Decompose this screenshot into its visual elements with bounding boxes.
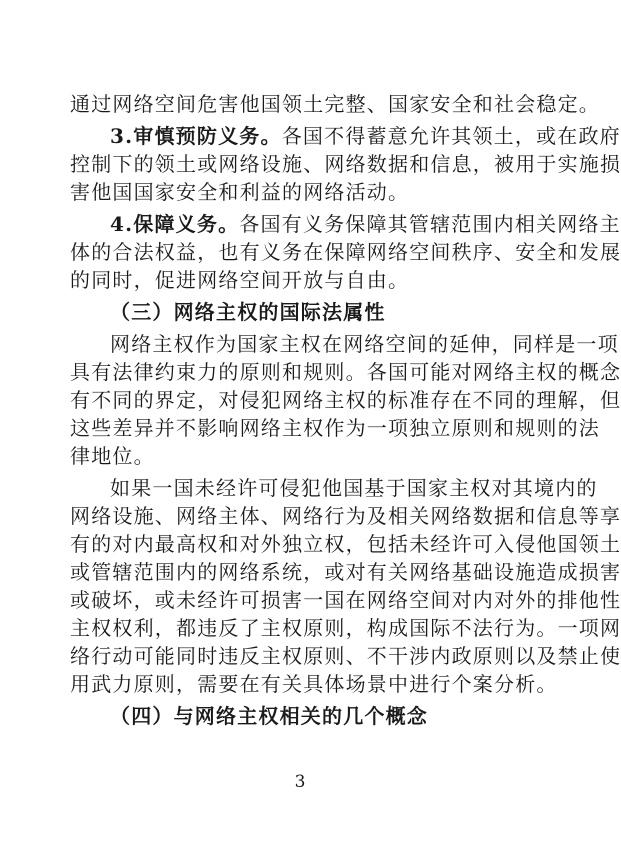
text-line: 用武力原则，需要在有关具体场景中进行个案分析。 (70, 672, 558, 696)
paragraph-duty-guarantee-first-line (70, 210, 621, 238)
text-line: 有的对内最高权和对外独立权，包括未经许可入侵他国领土 (70, 532, 621, 556)
duty-prevention-heading: 3.审慎预防义务。 (110, 124, 282, 148)
text-line: 具有法律约束力的原则和规则。各国可能对网络主权的概念 (70, 360, 621, 384)
section-heading-3: （三）网络主权的国际法属性 (110, 300, 386, 324)
text-line: 或管辖范围内的网络系统，或对有关网络基础设施造成损害 (70, 560, 621, 584)
text-line: 网络主权作为国家主权在网络空间的延伸，同样是一项 (110, 332, 619, 356)
page-number: 3 (294, 772, 306, 792)
text-line: 有不同的界定，对侵犯网络主权的标准存在不同的理解，但 (70, 388, 621, 412)
text-fragment: 各国不得蓄意允许其领土，或在政府 (281, 124, 621, 148)
text-line: 这些差异并不影响网络主权作为一项独立原则和规则的法 (70, 416, 600, 440)
document-body (70, 90, 621, 730)
duty-guarantee-heading: 4.保障义务。 (110, 212, 240, 236)
text-line: 络行动可能同时违反主权原则、不干涉内政原则以及禁止使 (70, 644, 621, 668)
text-fragment: 各国有义务保障其管辖范围内相关网络主 (239, 212, 621, 236)
section-heading-4: （四）与网络主权相关的几个概念 (110, 704, 428, 728)
text-line: 主权权利，都违反了主权原则，构成国际不法行为。一项网 (70, 616, 621, 640)
text-line: 或破坏，或未经许可损害一国在网络空间对内对外的排他性 (70, 588, 621, 612)
text-line: 律地位。 (70, 444, 155, 468)
paragraph-duty-prevention-first-line (70, 122, 621, 150)
text-line: 体的合法权益，也有义务在保障网络空间秩序、安全和发展 (70, 240, 621, 264)
text-line: 通过网络空间危害他国领土完整、国家安全和社会稳定。 (70, 92, 600, 116)
text-line: 控制下的领土或网络设施、网络数据和信息，被用于实施损 (70, 152, 621, 176)
text-line: 的同时，促进网络空间开放与自由。 (70, 268, 410, 292)
text-line: 如果一国未经许可侵犯他国基于国家主权对其境内的 (110, 476, 598, 500)
text-line: 网络设施、网络主体、网络行为及相关网络数据和信息等享 (70, 504, 621, 528)
text-line: 害他国国家安全和利益的网络活动。 (70, 180, 410, 204)
